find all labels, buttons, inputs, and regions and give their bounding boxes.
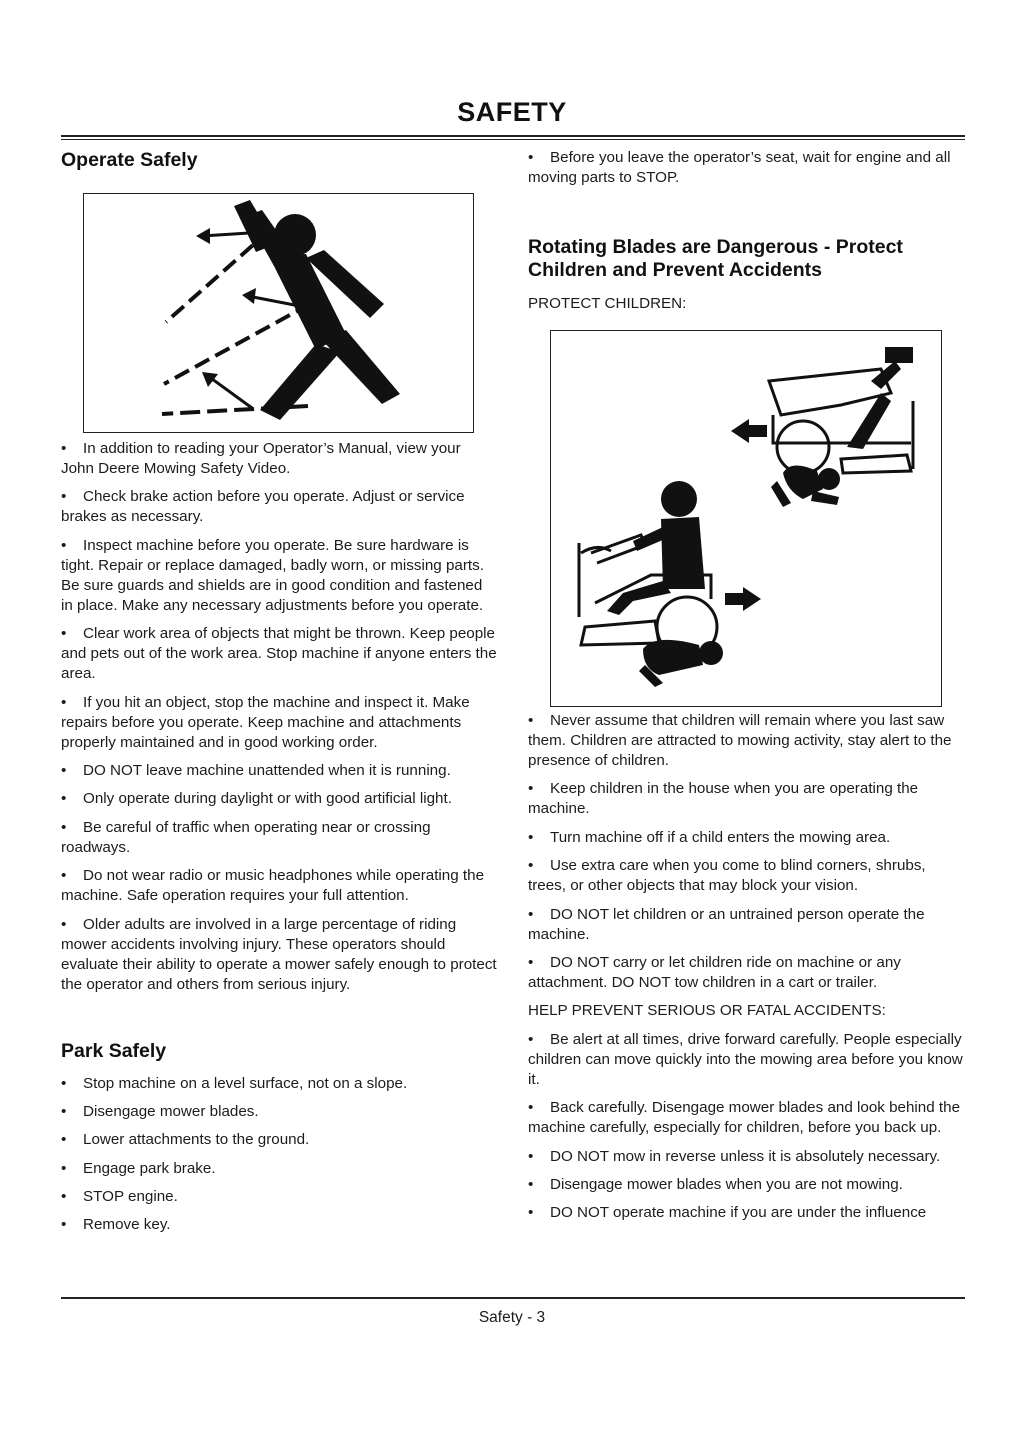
park-safely-list: [61, 1074, 497, 1236]
bullet-icon: •: [528, 857, 534, 875]
list-item: • Engage park brake.: [61, 1159, 216, 1177]
bullet-icon: •: [61, 818, 67, 836]
title-rule-top: [61, 135, 965, 137]
list-item: • Turn machine off if a child enters the mowing area.: [528, 828, 891, 846]
list-item: • Remove key.: [61, 1216, 171, 1234]
right-column: [528, 146, 965, 1232]
bullet-icon: •: [61, 1102, 67, 1120]
bullet-icon: •: [61, 625, 67, 643]
list-item: • DO NOT leave machine unattended when it is running.: [61, 761, 451, 779]
thrown-object-illustration: [84, 194, 473, 432]
bullet-icon: •: [528, 905, 534, 923]
bullet-icon: •: [528, 149, 534, 166]
children-safety-figure: [550, 330, 942, 707]
children-safety-illustration: [551, 331, 941, 706]
list-item: • Use extra care when you come to blind corners, shrubs, trees, or other objects that may block your vision.: [528, 857, 926, 895]
list-item: • Disengage mower blades when you are not mowing.: [528, 1175, 903, 1193]
bullet-icon: •: [61, 488, 67, 506]
list-item: • If you hit an object, stop the machine and inspect it. Make repairs before you operate. Keep machine and attachments properly maintained and in good working order.: [61, 693, 470, 751]
help-prevent-label: HELP PREVENT SERIOUS OR FATAL ACCIDENTS:: [528, 1002, 886, 1020]
bullet-icon: •: [528, 712, 534, 729]
list-item: • Clear work area of objects that might be thrown. Keep people and pets out of the work area. Stop machine if anyone enters the area.: [61, 625, 497, 683]
page-title: SAFETY: [457, 97, 567, 127]
bullet-icon: •: [528, 1030, 534, 1048]
list-item: • Lower attachments to the ground.: [61, 1131, 310, 1149]
bullet-icon: •: [61, 693, 67, 711]
title-rule-bottom: [61, 139, 965, 140]
operate-safely-list: [61, 439, 497, 995]
list-item: • Never assume that children will remain where you last saw them. Children are attracted to mowing activity, stay alert to the presence of children.: [528, 712, 952, 769]
bullet-icon: •: [528, 1099, 534, 1117]
bullet-icon: •: [528, 1147, 534, 1165]
bullet-icon: •: [61, 761, 67, 779]
list-item: • Older adults are involved in a large percentage of riding mower accidents involving injury. These operators should evaluate their ability to operate a mower safely enough to protect the operator and others from serious injury.: [61, 915, 497, 993]
page-number: Safety - 3: [478, 1309, 546, 1326]
list-item: • STOP engine.: [61, 1188, 178, 1206]
protect-children-label: PROTECT CHILDREN:: [528, 295, 687, 312]
list-item: • DO NOT mow in reverse unless it is absolutely necessary.: [528, 1147, 941, 1165]
bullet-icon: •: [528, 953, 534, 971]
list-item: • Inspect machine before you operate. Be sure hardware is tight. Repair or replace damaged, badly worn, or missing parts. Be sure guards and shields are in good condition and fastened in place. Make any necessary adjustments before you operate.: [61, 536, 484, 614]
operate-safely-heading: Operate Safely: [61, 149, 198, 171]
bullet-icon: •: [61, 867, 67, 885]
bullet-icon: •: [61, 1216, 67, 1234]
accidents-list: [528, 1030, 965, 1224]
thrown-object-figure: [83, 193, 474, 433]
left-column: [61, 146, 497, 1244]
bullet-icon: •: [528, 780, 534, 798]
list-item: • In addition to reading your Operator’s Manual, view your John Deere Mowing Safety Video.: [61, 440, 461, 477]
bullet-icon: •: [528, 828, 534, 846]
bullet-icon: •: [61, 536, 67, 554]
list-item: • Check brake action before you operate. Adjust or service brakes as necessary.: [61, 488, 465, 526]
bullet-icon: •: [528, 1175, 534, 1193]
list-item: • Only operate during daylight or with good artificial light.: [61, 790, 452, 808]
list-item: • DO NOT let children or an untrained person operate the machine.: [528, 905, 925, 943]
bullet-icon: •: [61, 1074, 67, 1092]
children-list: [528, 711, 965, 993]
list-item: • Keep children in the house when you are operating the machine.: [528, 780, 919, 818]
bullet-icon: •: [61, 1131, 67, 1149]
list-item: • Be alert at all times, drive forward carefully. People especially children can move quickly into the mowing area before you know it.: [528, 1030, 963, 1088]
list-item: • DO NOT operate machine if you are under the influence: [528, 1204, 927, 1222]
bullet-icon: •: [61, 790, 67, 808]
footer-rule: [61, 1297, 965, 1299]
park-safely-heading: Park Safely: [61, 1039, 167, 1062]
bullet-icon: •: [61, 440, 67, 457]
bullet-icon: •: [528, 1204, 534, 1222]
bullet-icon: •: [61, 1159, 67, 1177]
list-item: • Before you leave the operator’s seat, wait for engine and all moving parts to STOP.: [528, 149, 951, 186]
list-item: • Be careful of traffic when operating near or crossing roadways.: [61, 818, 431, 856]
list-item: • Stop machine on a level surface, not on a slope.: [61, 1074, 408, 1092]
bullet-icon: •: [61, 915, 67, 933]
bullet-icon: •: [61, 1188, 67, 1206]
rotating-blades-heading: Rotating Blades are Dangerous - Protect Children and Prevent Accidents: [528, 236, 903, 281]
list-item: • DO NOT carry or let children ride on machine or any attachment. DO NOT tow children in a cart or trailer.: [528, 953, 901, 991]
list-item: • Disengage mower blades.: [61, 1102, 259, 1120]
list-item: • Do not wear radio or music headphones while operating the machine. Safe operation requires your full attention.: [61, 867, 485, 905]
list-item: • Back carefully. Disengage mower blades and look behind the machine carefully, especially for children, before you back up.: [528, 1099, 961, 1137]
